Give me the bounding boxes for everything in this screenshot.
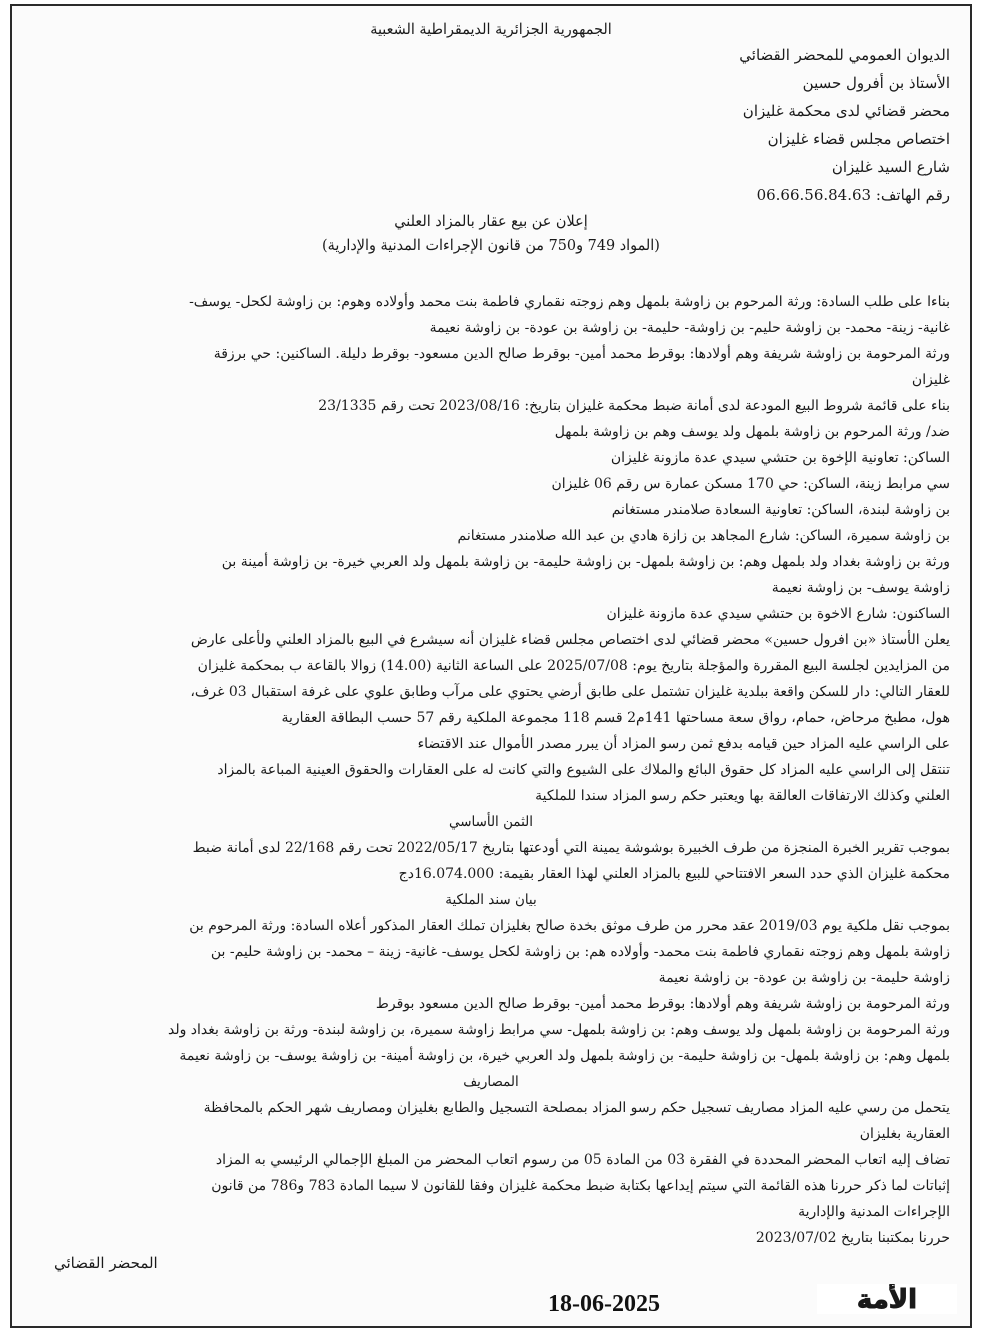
body-line: العلني وكذلك الارتفاقات العالقة بها ويعتبر حكم رسو المزاد سندا للملكية [535, 788, 950, 804]
jurisdiction: اختصاص مجلس قضاء غليزان [767, 130, 950, 148]
newspaper-logo [817, 1284, 957, 1314]
section-heading-costs: المصاريف [463, 1074, 519, 1090]
body-line: بموجب نقل ملكية يوم 2019/03 عقد محرر من طرف موثق بخدة صالح بغليزان تملك العقار المذكور أعلاه السادة: ورثة المرحوم بن [189, 918, 950, 934]
bailiff-name: الأستاذ بن أفرول حسين [802, 74, 950, 92]
body-line: غليزان [911, 372, 950, 388]
notice-subtitle: (المواد 749 و750 من قانون الإجراءات المدنية والإدارية) [322, 236, 660, 254]
body-line: بلمهل وهم: بن زاوشة بلمهل- بن زاوشة حليمة- بن زاوشة بلمهل ولد العربي خيرة، بن زاوشة أمينة- بن زاوشة يوسف- بن زاوشة نعيمة [179, 1048, 950, 1064]
phone-number: رقم الهاتف: 06.66.56.84.63 [756, 186, 950, 204]
body-line: الساكنون: شارع الاخوة بن حتشي سيدي عدة مازونة غليزان [606, 606, 950, 622]
body-line: ورثة المرحومة بن زاوشة شريفة وهم أولادها: بوقرط محمد أمين- بوقرط صالح الدين مسعود- بوقرط دليلة. الساكنين: حي برزقة [213, 346, 950, 362]
body-line: إثباتات لما ذكر حررنا هذه القائمة التي سيتم إيداعها بكتابة ضبط محكمة غليزان وفقا للقانون لا سيما المادة 783 و786 من قانون [211, 1178, 950, 1194]
body-line: زاوشة يوسف- بن زاوشة نعيمة [771, 580, 950, 596]
legal-notice-page [10, 4, 972, 1328]
body-line: بناءا على طلب السادة: ورثة المرحوم بن زاوشة بلمهل وهم زوجته نقماري فاطمة بنت محمد وأولاده وهوم: بن زاوشة لكحل- يوسف- [189, 294, 950, 310]
body-line: زاوشة بلمهل وهم زوجته نقماري فاطمة بنت محمد- وأولاده هم: بن زاوشة لكحل يوسف- غانية- زينة – محمد- بن زاوشة حليم- بن [210, 944, 950, 960]
body-line: سي مرابط زينة، الساكن: حي 170 مسكن عمارة س رقم 06 غليزان [551, 476, 950, 492]
body-line: تضاف إليه اتعاب المحضر المحددة في الفقرة 03 من المادة 05 من رسوم اتعاب المحضر من المبلغ الإجمالي الرئيسي به المزاد [215, 1152, 950, 1168]
section-heading-ownership: بيان سند الملكية [445, 892, 537, 908]
body-line: على الراسي عليه المزاد حين قيامه بدفع ثمن رسو المزاد أن يبرر مصدر الأموال عند الاقتضاء [417, 736, 950, 752]
body-line: هول، مطبخ مرحاض، حمام، رواق سعة مساحتها 141م2 قسم 118 مجموعة الملكية رقم 57 حسب البطاقة العقارية [281, 710, 950, 726]
body-line: يتحمل من رسي عليه المزاد مصاريف تسجيل حكم رسو المزاد بمصلحة التسجيل والطابع بغليزان ومصاريف شهر الحكم بالمحافظة [203, 1100, 950, 1116]
body-line: ورثة المرحومة بن زاوشة شريفة وهم أولادها: بوقرط محمد أمين- بوقرط صالح الدين مسعود بوقرط [375, 996, 950, 1012]
office-name: الديوان العمومي للمحضر القضائي [739, 46, 950, 64]
signature-label: المحضر القضائي [54, 1254, 158, 1272]
body-line: زاوشة حليمة- بن زاوشة بن عودة- بن زاوشة نعيمة [658, 970, 950, 986]
body-line: الساكن: تعاونية الإخوة بن حتشي سيدي عدة مازونة غليزان [610, 450, 950, 466]
body-line: محكمة غليزان الذي حدد السعر الافتتاحي للبيع بالمزاد العلني لهذا العقار بقيمة: 16.074.000دج [398, 866, 950, 882]
publication-date: 18-06-2025 [548, 1291, 660, 1317]
drafted-date-line: حررنا بمكتبنا بتاريخ 2023/07/02 [755, 1230, 950, 1246]
logo-text: الأمة [856, 1285, 918, 1314]
body-line: للعقار التالي: دار للسكن واقعة ببلدية غليزان تشتمل على طابق أرضي يحتوي على مرآب وطابق علوي على غرفة استقبال 03 غرف، [190, 684, 950, 700]
body-line: ورثة المرحومة بن زاوشة بلمهل ولد يوسف وهم: بن زاوشة بلمهل- سي مرابط زاوشة سميرة، بن زاوشة لبندة- ورثة بن زاوشة بغداد ولد [167, 1022, 950, 1038]
body-line: بناء على قائمة شروط البيع المودعة لدى أمانة ضبط محكمة غليزان بتاريخ: 2023/08/16 تحت رقم 23/1335 [318, 398, 950, 414]
notice-title: إعلان عن بيع عقار بالمزاد العلني [394, 212, 588, 230]
body-line: بن زاوشة لبندة، الساكن: تعاونية السعادة صلامندر مستغانم [611, 502, 950, 518]
body-line: الإجراءات المدنية والإدارية [798, 1204, 950, 1220]
body-line: بموجب تقرير الخبرة المنجزة من طرف الخبيرة بوشوشة يمينة التي أودعتها بتاريخ 2022/05/17 تحت رقم 22/168 لدى أمانة ضبط [192, 840, 950, 856]
section-heading-base-price: الثمن الأساسي [449, 814, 533, 830]
body-line: بن زاوشة سميرة، الساكن: شارع المجاهد بن زازة هادي بن عبد الله صلامندر مستغانم [457, 528, 950, 544]
body-line: من المزايدين لجلسة البيع المقررة والمؤجلة بتاريخ يوم: 2025/07/08 على الساعة الثانية (14.00) زوالا بالقاعة ب بمحكمة غليزان [197, 658, 950, 674]
republic-header: الجمهورية الجزائرية الديمقراطية الشعبية [370, 20, 612, 38]
body-line: غانية- زينة- محمد- بن زاوشة حليم- بن زاوشة- حليمة- بن زاوشة بن عودة- بن زاوشة نعيمة [429, 320, 950, 336]
body-line: ضد/ ورثة المرحوم بن زاوشة بلمهل ولد يوسف وهم بن زاوشة بلمهل [554, 424, 950, 440]
body-line: تنتقل إلى الراسي عليه المزاد كل حقوق البائع والملاك على الشيوع والتي كانت له على العقارات والحقوق العينية المباعة بالمزاد [217, 762, 950, 778]
body-line: يعلن الأستاذ «بن افرول حسين» محضر قضائي لدى اختصاص مجلس قضاء غليزان أنه سيشرع في البيع بالمزاد العلني ولأعلى عارض [190, 632, 950, 648]
body-line: العقارية بغليزان [859, 1126, 950, 1142]
bailiff-title: محضر قضائي لدى محكمة غليزان [742, 102, 950, 120]
office-address: شارع السيد غليزان [831, 158, 950, 176]
body-line: ورثة بن زاوشة بغداد ولد بلمهل وهم: بن زاوشة بلمهل- بن زاوشة حليمة- بن زاوشة بلمهل ولد العربي خيرة- بن زاوشة أمينة بن [221, 554, 950, 570]
